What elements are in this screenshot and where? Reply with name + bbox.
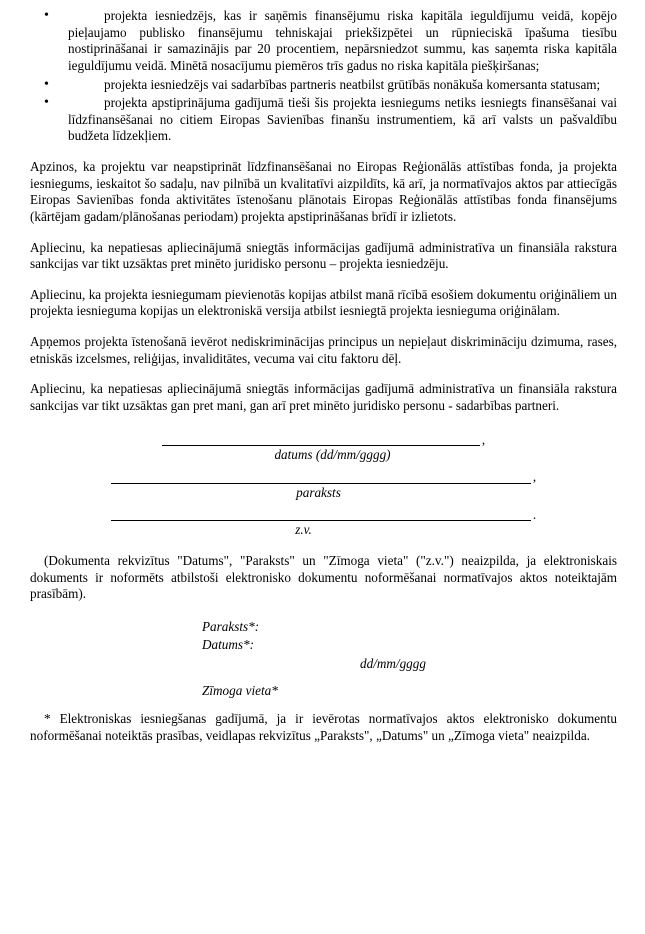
list-item — [30, 95, 617, 145]
paragraph-apliecinu-3: Apliecinu, ka nepatiesas apliecinājumā sniegtās informācijas gadījumā administratīva un finansiāla rakstura sankcijas var tikt uzsāktas gan pret mani, gan arī pret minēto juridisko personu - sadarbības partneri. — [30, 381, 617, 413]
signature-rule — [111, 520, 531, 521]
conditions-bullet-list — [30, 8, 617, 145]
paragraph-apliecinu-1: Apliecinu, ka nepatiesas apliecinājumā sniegtās informācijas gadījumā administratīva un finansiāla rakstura sankcijas var tikt uzsāktas pret minēto juridisko personu – projekta iesniedzēju. — [30, 239, 617, 272]
field-datums-label: Datums*: — [202, 637, 255, 653]
field-paraksts-label: Paraksts*: — [202, 618, 260, 634]
signature-rule-row-date — [30, 433, 617, 446]
signature-rule — [162, 445, 480, 446]
list-item — [30, 8, 617, 75]
signature-block — [30, 433, 617, 539]
list-item-text: projekta apstiprinājuma gadījumā tieši šis projekta iesniegums netiks iesniegts finansēšanai vai līdzfinansēšanai no citiem Eiropas Savienības finanšu instrumentiem, kā arī valsts un pašvaldību budžeta līdzekļiem. — [68, 95, 617, 144]
signature-trailing-punct: . — [532, 507, 537, 523]
list-item — [30, 77, 617, 94]
footnote-text: * Elektroniskas iesniegšanas gadījumā, ja ir ievērotas normatīvajos aktos elektronisko dokumentu noformēšanai noteiktās prasības, veidlapas rekvizītus „Paraksts", „Datums" un „Zīmoga vieta" neaizpilda. — [30, 711, 617, 743]
signature-rule-row-signature — [30, 470, 617, 483]
signature-rule-row-seal — [30, 508, 617, 521]
list-item-text: projekta iesniedzējs vai sadarbības partneris neatbilst grūtībās nonākuša komersanta statusam; — [104, 76, 601, 92]
signature-trailing-punct: , — [481, 431, 486, 447]
paragraph-apliecinu-2: Apliecinu, ka projekta iesniegumam pievienotās kopijas atbilst manā rīcībā esošiem dokumentu oriģināliem un projekta iesnieguma kopijas un elektroniskā versija atbilst iesniegtā projekta iesnieguma oriģinālam. — [30, 286, 617, 319]
signature-caption-seal: z.v. — [295, 522, 312, 538]
field-zimoga-vieta-label: Zīmoga vieta* — [202, 682, 278, 698]
bullet-icon: • — [44, 8, 49, 23]
signature-rule — [111, 483, 531, 484]
bullet-icon: • — [44, 76, 49, 92]
paragraph-apzinos: Apzinos, ka projektu var neapstiprināt līdzfinansēšanai no Eiropas Reģionālās attīstības fonda, ja projekta iesniegums, ieskaitot šo sadaļu, nav pilnībā un kvalitatīvi aizpildīts, kā arī, ja normatīvajos aktos par attiecīgās Eiropas Savienības fonda aktivitātes īstenošanu plānotais Eiropas Reģionālās attīstības fonda finansējums (kārtējam gadam/plānošanas periodam) projekta apstiprināšanas brīdī ir izlietots. — [30, 159, 617, 224]
signature-caption-signature: paraksts — [296, 484, 341, 500]
note-text: (Dokumenta rekvizītus "Datums", "Paraksts" un "Zīmoga vieta" ("z.v.") neaizpilda, ja elektroniskais dokuments ir noformēts atbilstoši elektronisko dokumentu noformēšanai normatīvajos aktos noteiktajām prasībām). — [30, 552, 617, 602]
signature-caption-date: datums (dd/mm/gggg) — [274, 446, 391, 462]
bullet-icon: • — [44, 95, 49, 111]
field-datums-value: dd/mm/gggg — [360, 656, 426, 672]
electronic-fields — [30, 619, 617, 700]
paragraph-apnemos: Apņemos projekta īstenošanā ievērot nediskriminācijas principus un nepieļaut diskrimināciju dzimuma, rases, etniskās izcelsmes, reliģijas, invaliditātes, vecuma vai citu faktoru dēļ. — [30, 334, 617, 366]
signature-trailing-punct: , — [532, 469, 537, 485]
list-item-text: projekta iesniedzējs, kas ir saņēmis finansējumu riska kapitāla ieguldījumu veidā, kopējo pieļaujamo publisko finansējumu tehniskajai priekšizpētei un rūpnieciskā īpašuma tiesību nostiprināšanai ir samazinājis par 20 procentiem, nepārsniedzot summu, kas saņemta riska kapitāla ieguldījumu veidā. Minētā nosacījumu piemēros trīs gadus no riska kapitāla piešķiršanas; — [68, 8, 617, 73]
